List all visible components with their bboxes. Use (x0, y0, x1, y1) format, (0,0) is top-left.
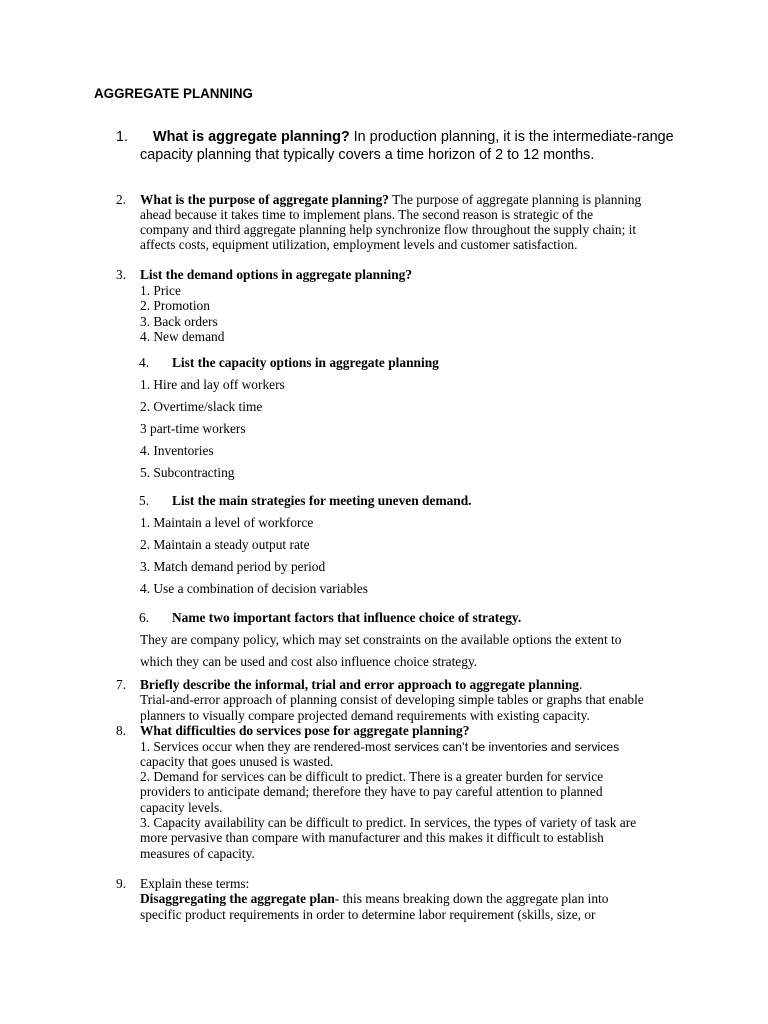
q4-number: 4. (139, 355, 150, 370)
q3-number: 3. (116, 267, 127, 282)
q5-item: 2. Maintain a steady output rate (140, 537, 310, 552)
q8-point-2-line-2: providers to anticipate demand; therefore they have to pay careful attention to planned (140, 784, 603, 799)
q1-number: 1. (116, 129, 129, 145)
q2-answer-2: ahead because it takes time to implement plans. The second reason is strategic of the (140, 207, 594, 222)
q2-number: 2. (116, 192, 127, 207)
q8-point-3-line-2: more pervasive than compare with manufacturer and this makes it difficult to establish (140, 830, 604, 845)
q6-answer-1: They are company policy, which may set constraints on the available options the extent to (140, 632, 622, 647)
q9-intro: Explain these terms: (140, 876, 250, 891)
q9-number: 9. (116, 876, 127, 891)
q3-item: 4. New demand (140, 329, 225, 344)
q8-number: 8. (116, 723, 127, 738)
q5-item: 3. Match demand period by period (140, 559, 326, 574)
q7-answer-2: planners to visually compare projected demand requirements with existing capacity. (140, 708, 590, 723)
q6-answer-2: which they can be used and cost also influence choice strategy. (140, 654, 478, 669)
q4-item: 2. Overtime/slack time (140, 399, 263, 414)
q2-answer-4: affects costs, equipment utilization, employment levels and customer satisfaction. (140, 237, 578, 252)
q7-question: Briefly describe the informal, trial and error approach to aggregate planning (140, 677, 580, 692)
q3-item: 3. Back orders (140, 314, 218, 329)
q8-point-2-line-1: 2. Demand for services can be difficult to predict. There is a greater burden for service (140, 769, 604, 784)
q8-point-3-line-1: 3. Capacity availability can be difficult to predict. In services, the types of variety of task are (140, 815, 637, 830)
q8-question: What difficulties do services pose for aggregate planning? (140, 723, 470, 738)
q3-item: 1. Price (140, 283, 181, 298)
q4-item: 5. Subcontracting (140, 465, 235, 480)
q4-item: 4. Inventories (140, 443, 214, 458)
q8-point-3-line-3: measures of capacity. (140, 846, 255, 861)
q9-term: Disaggregating the aggregate plan (140, 891, 335, 906)
q9-def-1: - this means breaking down the aggregate plan into (334, 891, 609, 906)
q4-item: 1. Hire and lay off workers (140, 377, 285, 392)
q7-line-1 (140, 677, 582, 692)
q6-number: 6. (139, 610, 150, 625)
q1-question: What is aggregate planning? (153, 129, 350, 145)
q8-point-2-line-3: capacity levels. (140, 800, 223, 815)
q8-point-1-line-1 (140, 739, 619, 755)
q7-question-end: . (579, 677, 583, 692)
document-title: AGGREGATE PLANNING (94, 86, 253, 101)
q8-point-1-b: services can’t be inventories and services (394, 740, 620, 754)
q9-definition-line-1 (140, 891, 608, 906)
q2-question: What is the purpose of aggregate planning? (140, 192, 389, 207)
q1-answer-2: capacity planning that typically covers a time horizon of 2 to 12 months. (140, 147, 595, 163)
q5-number: 5. (139, 493, 150, 508)
q6-question: Name two important factors that influence choice of strategy. (172, 610, 522, 625)
q5-question: List the main strategies for meeting uneven demand. (172, 493, 472, 508)
q4-item: 3 part-time workers (140, 421, 246, 436)
q7-answer-1: Trial-and-error approach of planning consist of developing simple tables or graphs that enable (140, 692, 644, 707)
q2-answer-1: The purpose of aggregate planning is planning (389, 192, 642, 207)
q1-answer-1: In production planning, it is the intermediate-range (349, 129, 674, 145)
q1-line-1 (153, 129, 674, 146)
q3-item: 2. Promotion (140, 298, 210, 313)
q8-point-1-a: 1. Services occur when they are rendered-most (140, 739, 395, 754)
q8-point-1-line-2: capacity that goes unused is wasted. (140, 754, 334, 769)
q3-question: List the demand options in aggregate planning? (140, 267, 413, 282)
q7-number: 7. (116, 677, 127, 692)
q2-line-1 (140, 192, 641, 207)
q5-item: 4. Use a combination of decision variables (140, 581, 368, 596)
q9-definition-line-2: specific product requirements in order to determine labor requirement (skills, size, or (140, 907, 596, 922)
q2-answer-3: company and third aggregate planning help synchronize flow throughout the supply chain; it (140, 222, 637, 237)
q5-item: 1. Maintain a level of workforce (140, 515, 314, 530)
q4-question: List the capacity options in aggregate planning (172, 355, 439, 370)
